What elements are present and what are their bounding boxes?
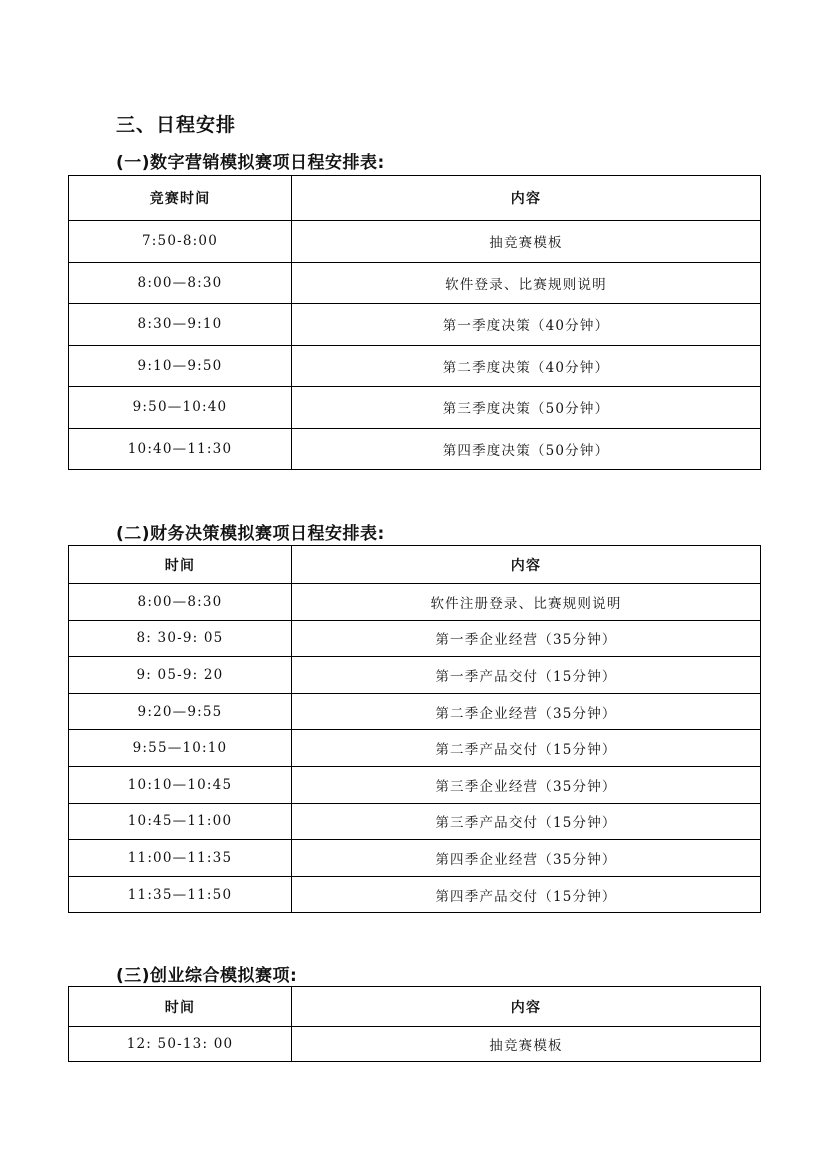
header-time: 时间 [69, 546, 292, 584]
table-row [69, 803, 761, 840]
table-row [69, 693, 761, 730]
content-cell: 第二季度决策（40分钟） [292, 345, 761, 387]
content-cell: 第四季企业经营（35分钟） [292, 840, 761, 877]
time-cell: 8: 30-9: 05 [69, 620, 292, 657]
content-cell: 第一季企业经营（35分钟） [292, 620, 761, 657]
time-cell: 9:50—10:40 [69, 387, 292, 429]
time-cell: 10:10—10:45 [69, 766, 292, 803]
time-cell: 7:50-8:00 [69, 221, 292, 263]
schedule-table-digital-marketing [68, 175, 761, 470]
time-cell: 8:00—8:30 [69, 262, 292, 304]
content-cell: 第三季产品交付（15分钟） [292, 803, 761, 840]
content-cell: 抽竞赛模板 [292, 221, 761, 263]
schedule-table-entrepreneurship [68, 986, 761, 1062]
time-cell: 9:55—10:10 [69, 730, 292, 767]
table-row [69, 428, 761, 470]
content-cell: 第三季度决策（50分钟） [292, 387, 761, 429]
content-cell: 软件登录、比赛规则说明 [292, 262, 761, 304]
content-cell: 第二季企业经营（35分钟） [292, 693, 761, 730]
time-cell: 9:10—9:50 [69, 345, 292, 387]
table-row [69, 620, 761, 657]
header-time: 竞赛时间 [69, 176, 292, 221]
content-cell: 第四季产品交付（15分钟） [292, 876, 761, 913]
table-row [69, 657, 761, 694]
table-row [69, 262, 761, 304]
time-cell: 11:35—11:50 [69, 876, 292, 913]
time-cell: 12: 50-13: 00 [69, 1027, 292, 1062]
table-row [69, 345, 761, 387]
table-row [69, 221, 761, 263]
time-cell: 11:00—11:35 [69, 840, 292, 877]
table-row [69, 876, 761, 913]
table-caption-financial-decision: (二)财务决策模拟赛项日程安排表: [116, 524, 385, 544]
section-title: 三、日程安排 [116, 114, 237, 136]
table-caption-entrepreneurship: (三)创业综合模拟赛项: [116, 966, 298, 986]
content-cell: 第三季企业经营（35分钟） [292, 766, 761, 803]
table-header-row [69, 176, 761, 221]
table-row [69, 730, 761, 767]
table-row [69, 387, 761, 429]
header-content: 内容 [292, 546, 761, 584]
time-cell: 8:30—9:10 [69, 304, 292, 346]
time-cell: 9: 05-9: 20 [69, 657, 292, 694]
content-cell: 第二季产品交付（15分钟） [292, 730, 761, 767]
header-time: 时间 [69, 987, 292, 1027]
schedule-table-financial-decision [68, 545, 761, 913]
table-row [69, 840, 761, 877]
time-cell: 8:00—8:30 [69, 584, 292, 621]
table-header-row [69, 546, 761, 584]
table-caption-digital-marketing: (一)数字营销模拟赛项日程安排表: [116, 153, 385, 173]
time-cell: 9:20—9:55 [69, 693, 292, 730]
content-cell: 软件注册登录、比赛规则说明 [292, 584, 761, 621]
content-cell: 第四季度决策（50分钟） [292, 428, 761, 470]
content-cell: 第一季产品交付（15分钟） [292, 657, 761, 694]
header-content: 内容 [292, 176, 761, 221]
table-row [69, 766, 761, 803]
table-row [69, 304, 761, 346]
time-cell: 10:45—11:00 [69, 803, 292, 840]
content-cell: 抽竞赛模板 [292, 1027, 761, 1062]
table-row [69, 584, 761, 621]
table-row [69, 1027, 761, 1062]
time-cell: 10:40—11:30 [69, 428, 292, 470]
table-header-row [69, 987, 761, 1027]
content-cell: 第一季度决策（40分钟） [292, 304, 761, 346]
header-content: 内容 [292, 987, 761, 1027]
